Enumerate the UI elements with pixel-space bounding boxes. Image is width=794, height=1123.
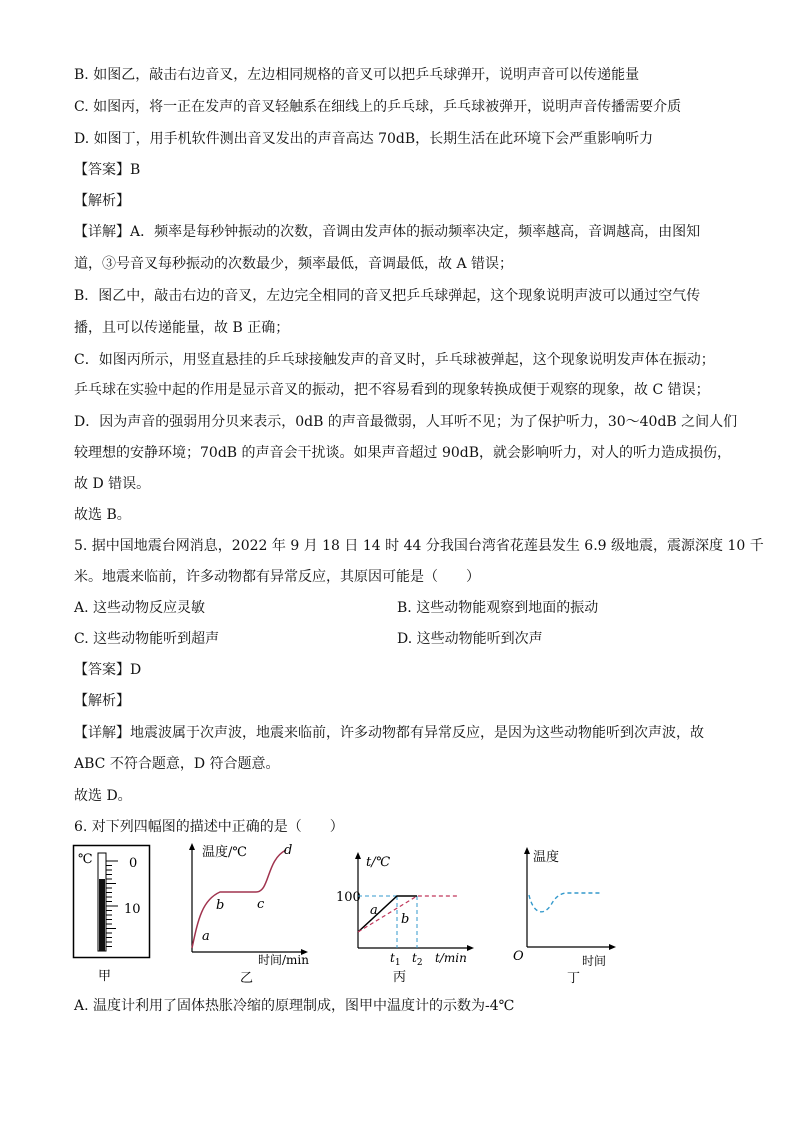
figure-caption-yi: 乙 [240,971,254,986]
yi-y-arrow [189,843,195,850]
yi-point-a: a [202,929,210,944]
q5-stem-line1: 5. 据中国地震台网消息，2022 年 9 月 18 日 14 时 44 分我国台湾省花莲县发生 6.9 级地震，震源深度 10 千 [74,538,764,554]
q4-detail-line: 播，且可以传递能量，故 B 正确； [74,320,290,336]
yi-x-label: 时间/min [258,953,309,967]
ding-origin: O [513,949,524,964]
q5-stem-line2: 米。地震来临前，许多动物都有异常反应，其原因可能是（ ） [74,569,480,585]
q5-option-c: C. 这些动物能听到超声 [74,631,220,647]
q5-option-b: B. 这些动物能观察到地面的振动 [397,600,599,616]
bing-y100-label: 100 [336,890,361,905]
q4-detail-line: 较理想的安静环境；70dB 的声音会干扰谈。如果声音超过 90dB，就会影响听力，对人的听力造成损伤， [74,445,732,461]
figure-caption-bing: 丙 [393,970,407,985]
ding-x-arrow [609,944,616,950]
figure-caption-ding: 丁 [567,971,581,986]
thermometer-tick-top: 0 [129,856,138,871]
q4-analysis-label: 【解析】 [74,193,130,209]
q4-conclusion: 故选 B。 [74,507,131,523]
figure-caption-jia: 甲 [98,969,112,984]
q5-conclusion: 故选 D。 [74,788,132,804]
ding-curve [529,893,601,912]
yi-point-b: b [216,898,225,913]
yi-y-label: 温度/℃ [202,845,247,860]
q5-detail-line2: ABC 不符合题意，D 符合题意。 [74,756,280,772]
bing-y-label: t/℃ [366,855,391,870]
q4-detail-line: D．因为声音的强弱用分贝来表示，0dB 的声音最微弱，人耳听不见；为了保护听力，30～40dB 之间人们 [74,414,738,430]
yi-point-c: c [257,897,265,912]
q4-option-d: D. 如图丁，用手机软件测出音叉发出的声音高达 70dB，长期生活在此环境下会严重影响听力 [74,131,654,147]
q4-detail-line: B．图乙中，敲击右边的音叉，左边完全相同的音叉把乒乓球弹起，这个现象说明声波可以通过空气传 [74,288,701,304]
q5-option-d: D. 这些动物能听到次声 [397,631,543,647]
q6-option-a: A. 温度计利用了固体热胀冷缩的原理制成，图甲中温度计的示数为-4℃ [74,998,515,1014]
yi-point-d: d [284,843,293,858]
ding-y-label: 温度 [533,850,560,865]
q5-analysis-label: 【解析】 [74,693,130,709]
q4-option-b: B. 如图乙，敲击右边音叉，左边相同规格的音叉可以把乒乓球弹开，说明声音可以传递能量 [74,67,640,83]
thermometer-liquid-column [99,879,105,951]
bing-x-label: t/min [435,951,467,965]
q4-detail-line: 【详解】A．频率是每秒钟振动的次数，音调由发声体的振动频率决定，频率越高，音调越高，由图知 [74,224,701,240]
q4-detail-line: 故 D 错误。 [74,476,151,492]
thermometer-tick-mid: 10 [124,902,141,917]
bing-x-arrow [467,945,474,951]
figure-yi-heating-curve [180,840,320,990]
q5-detail-line1: 【详解】地震波属于次声波，地震来临前，许多动物都有异常反应，是因为这些动物能听到次声波，故 [74,725,704,741]
q4-detail-line: C．如图丙所示，用竖直悬挂的乒乓球接触发声的音叉时，乒乓球被弹起，这个现象说明发声体在振动； [74,352,715,368]
figure-jia-thermometer [72,843,162,989]
bing-label-a: a [370,903,378,918]
figure-ding-temperature-curve [505,843,625,990]
q6-stem: 6. 对下列四幅图的描述中正确的是（ ） [74,819,344,835]
q4-detail-line: 乒乓球在实验中起的作用是显示音叉的振动，把不容易看到的现象转换成便于观察的现象，故 C 错误； [74,382,710,398]
q5-option-a: A. 这些动物反应灵敏 [74,600,206,616]
bing-t1-label: $t_1$ [390,951,401,968]
q4-detail-line: 道，③号音叉每秒振动的次数最少，频率最低，音调最低，故 A 错误； [74,256,514,272]
q4-option-c: C. 如图丙，将一正在发声的音叉轻触系在细线上的乒乓球，乒乓球被弹开，说明声音传播需要介质 [74,99,682,115]
bing-t2-label: $t_2$ [412,951,423,968]
ding-x-label: 时间 [582,954,607,968]
q4-answer: 【答案】B [74,162,141,178]
bing-y-arrow [355,852,361,859]
q5-answer: 【答案】D [74,662,142,678]
thermometer-unit: ℃ [78,852,93,867]
ding-y-arrow [524,847,530,854]
bing-label-b: b [401,912,410,927]
figure-bing-two-lines [333,848,478,990]
